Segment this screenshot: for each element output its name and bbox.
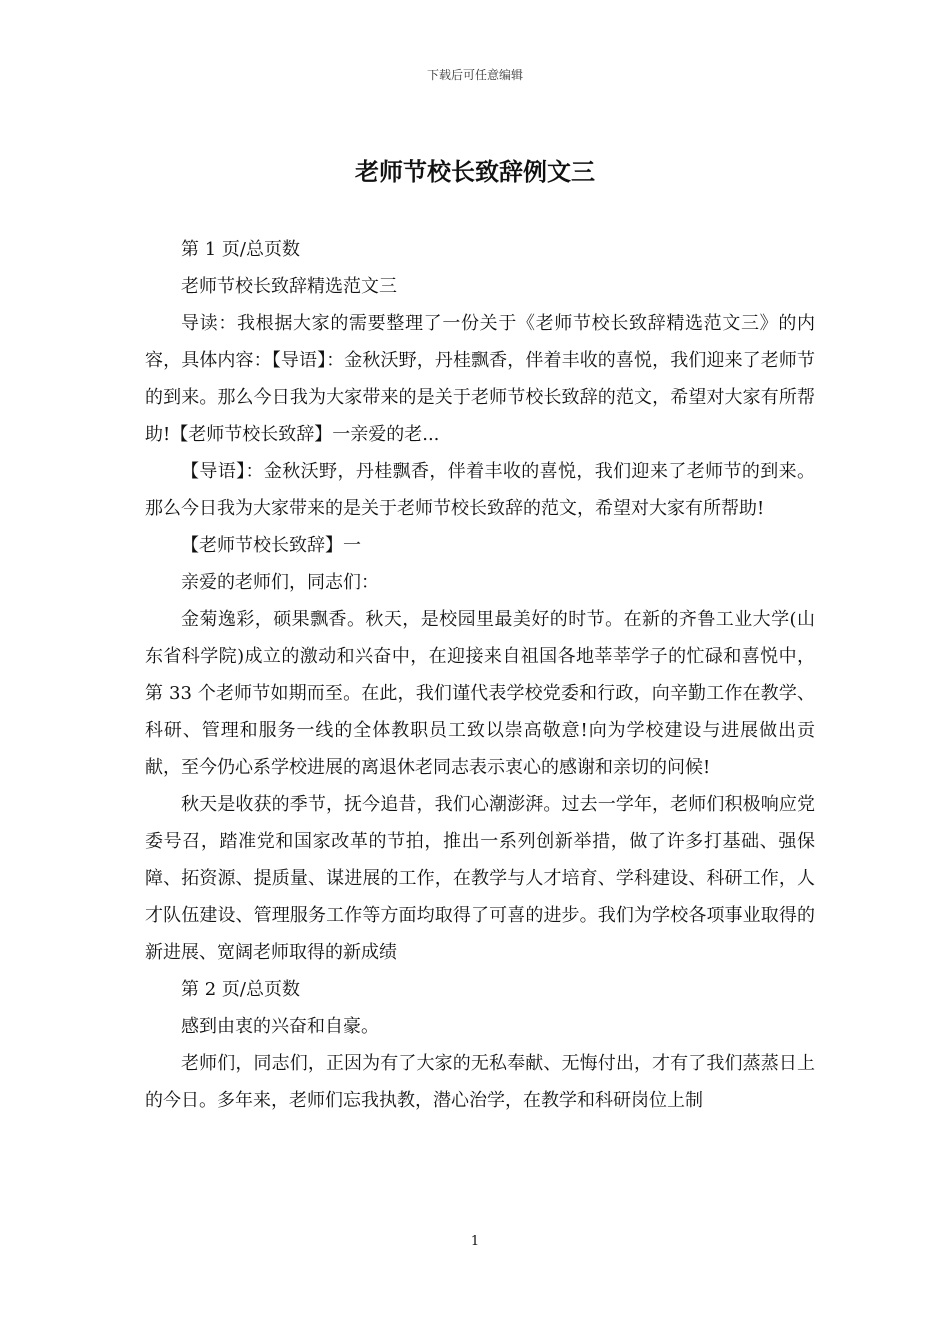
page-number: 1 (470, 1234, 480, 1249)
paragraph-preface: 【导语】：金秋沃野，丹桂飘香，伴着丰收的喜悦，我们迎来了老师节的到来。那么今日我为大家带来的是关于老师节校长致辞的范文，希望对大家有所帮助! (145, 461, 815, 519)
paragraph-body-1: 金菊逸彩，硕果飘香。秋天，是校园里最美好的时节。在新的齐鲁工业大学(山东省科学院)成立的激动和兴奋中，在迎接来自祖国各地莘莘学子的忙碌和喜悦中，第 33 个老师节如期而至。在此，我们谨代表学校党委和行政，向辛勤工作在教学、科研、管理和服务一线的全体教职员工致以崇高敬意!向为学校建设与进展做出贡献，至今仍心系学校进展的离退休老同志表示衷心的感谢和亲切的问候! (145, 609, 815, 778)
paragraph-intro: 导读：我根据大家的需要整理了一份关于《老师节校长致辞精选范文三》的内容，具体内容：【导语】：金秋沃野，丹桂飘香，伴着丰收的喜悦，我们迎来了老师节的到来。那么今日我为大家带来的是关于老师节校长致辞的范文，希望对大家有所帮助!【老师节校长致辞】一亲爱的老... (145, 313, 815, 445)
paragraph-page-marker-1: 第 1 页/总页数 (181, 239, 300, 260)
document-title: 老师节校长致辞例文三 (355, 157, 595, 186)
paragraph-page-marker-2: 第 2 页/总页数 (181, 979, 300, 1000)
paragraph-salutation: 亲爱的老师们，同志们： (181, 572, 379, 593)
header-note: 下载后可任意编辑 (426, 68, 523, 82)
paragraph-body-3: 感到由衷的兴奋和自豪。 (181, 1016, 379, 1037)
paragraph-body-2: 秋天是收获的季节，抚今追昔，我们心潮澎湃。过去一学年，老师们积极响应党委号召，踏准党和国家改革的节拍，推出一系列创新举措，做了许多打基础、强保障、拓资源、提质量、谋进展的工作，在教学与人才培育、学科建设、科研工作，人才队伍建设、管理服务工作等方面均取得了可喜的进步。我们为学校各项事业取得的新进展、宽阔老师取得的新成绩 (145, 794, 815, 963)
paragraph-body-4: 老师们，同志们，正因为有了大家的无私奉献、无悔付出，才有了我们蒸蒸日上的今日。多年来，老师们忘我执教，潜心治学，在教学和科研岗位上制 (145, 1053, 815, 1111)
paragraph-section-heading: 【老师节校长致辞】一 (181, 535, 361, 556)
document-body (145, 231, 815, 1119)
paragraph-subtitle: 老师节校长致辞精选范文三 (181, 276, 397, 297)
